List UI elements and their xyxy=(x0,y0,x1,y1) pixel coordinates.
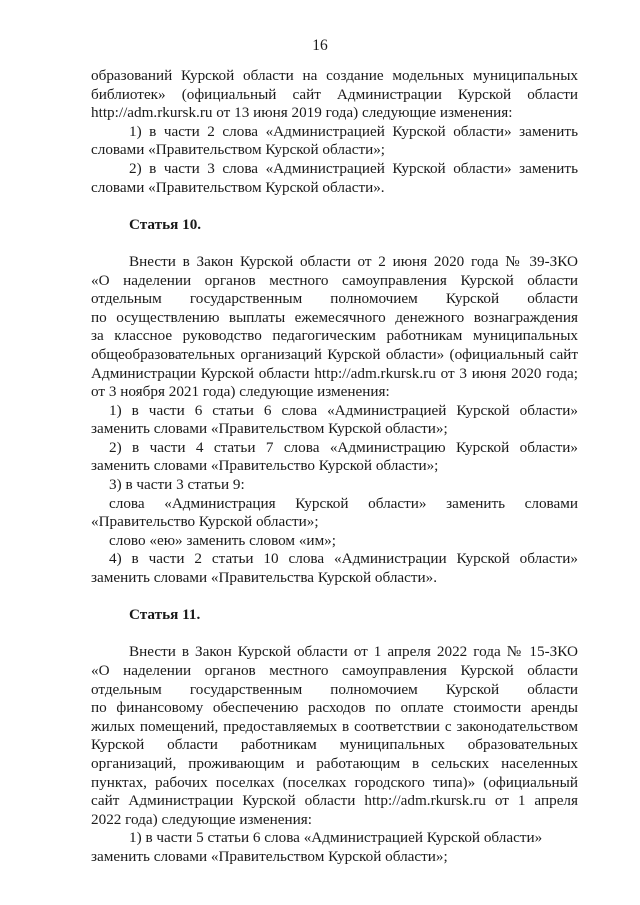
page-number: 16 xyxy=(312,37,328,54)
list-item-line: 1) в части 5 статьи 6 слова «Администрацией Курской области» xyxy=(129,829,543,847)
text-line: «О наделении органов местного самоуправления Курской области xyxy=(91,662,578,679)
list-item-line: 3) в части 3 статьи 9: xyxy=(109,476,245,494)
text-line: Внести в Закон Курской области от 2 июня 2020 года № 39-ЗКО xyxy=(129,252,578,270)
text-line: библиотек» (официальный сайт Администрации Курской области xyxy=(91,85,578,103)
text-line: Администрации Курской области http://adm.rkursk.ru от 3 июня 2020 года; xyxy=(91,364,578,382)
text-line: пунктах, рабочих поселках (поселках городского типа)» (официальный xyxy=(91,773,578,791)
text-line: «Правительство Курской области»; xyxy=(91,513,319,531)
text-line: заменить словами «Правительства Курской области». xyxy=(91,569,438,587)
text-line: общеобразовательных организаций Курской области» (официальный сайт xyxy=(91,345,578,363)
text-line: от 3 ноября 2021 года) следующие изменения: xyxy=(91,383,390,401)
text-line: словами «Правительством Курской области». xyxy=(91,178,385,196)
text-line: Курской области работникам муниципальных образовательных xyxy=(91,736,578,754)
text-line: слова «Администрация Курской области» заменить словами xyxy=(109,494,578,512)
text-line: http://adm.rkursk.ru от 13 июня 2019 года) следующие изменения: xyxy=(91,104,513,122)
list-item-line: 2) в части 3 слова «Администрацией Курской области» заменить xyxy=(129,159,578,177)
list-item-line: 4) в части 2 статьи 10 слова «Администрации Курской области» xyxy=(109,550,578,568)
text-line: Внести в Закон Курской области от 1 апреля 2022 года № 15-ЗКО xyxy=(129,643,578,661)
text-line: за классное руководство педагогическим работникам муниципальных xyxy=(91,327,578,345)
document-body xyxy=(91,67,578,867)
text-line: заменить словами «Правительство Курской области»; xyxy=(91,457,439,475)
text-line: сайт Администрации Курской области http://adm.rkursk.ru от 1 апреля xyxy=(91,792,578,810)
article-11-heading: Статья 11. xyxy=(129,606,201,624)
text-line: заменить словами «Правительством Курской области»; xyxy=(91,420,448,438)
text-line: «О наделении органов местного самоуправления Курской области xyxy=(91,271,578,289)
text-line: слово «ею» заменить словом «им»; xyxy=(109,531,336,549)
text-line: жилых помещений, предоставляемых в соответствии с законодательством xyxy=(91,717,578,735)
text-line: по осуществлению выплаты ежемесячного денежного вознаграждения xyxy=(91,308,578,326)
text-line: организаций, проживающим и работающим в сельских населенных xyxy=(91,754,578,772)
text-line: словами «Правительством Курской области»; xyxy=(91,141,386,159)
text-line: образований Курской области на создание модельных муниципальных xyxy=(91,67,578,84)
text-line: отдельным государственным полномочием Курской области xyxy=(91,290,578,308)
text-line: заменить словами «Правительством Курской области»; xyxy=(91,847,448,865)
article-10-heading: Статья 10. xyxy=(129,215,202,233)
list-item-line: 2) в части 4 статьи 7 слова «Администрацию Курской области» xyxy=(109,438,578,456)
list-item-line: 1) в части 6 статьи 6 слова «Администрацией Курской области» xyxy=(109,401,578,419)
list-item-line: 1) в части 2 слова «Администрацией Курской области» заменить xyxy=(129,122,578,140)
text-line: по финансовому обеспечению расходов по оплате стоимости аренды xyxy=(91,699,578,717)
text-line: 2022 года) следующие изменения: xyxy=(91,810,312,828)
text-line: отдельным государственным полномочием Курской области xyxy=(91,680,578,698)
